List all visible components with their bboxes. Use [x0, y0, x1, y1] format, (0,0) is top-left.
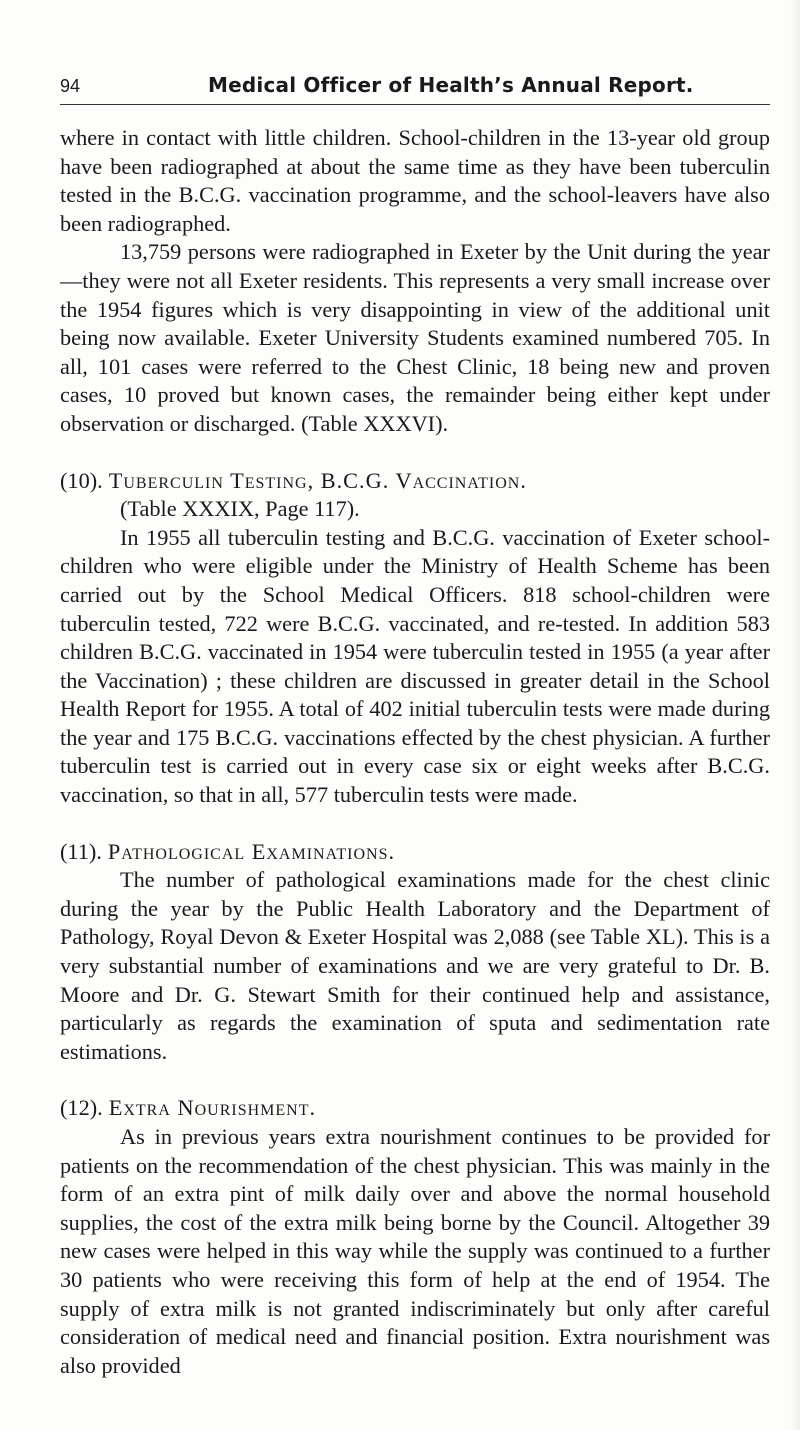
page-edge-shadow: [790, 0, 800, 1430]
section-heading-pathological-examinations: [60, 838, 770, 867]
section-title: Pathological Examinations.: [107, 838, 396, 864]
body-text: [60, 124, 770, 1380]
section-number: (11).: [60, 838, 102, 864]
section-heading-extra-nourishment: [60, 1094, 770, 1123]
section-table-reference: (Table XXXIX, Page 117).: [120, 496, 360, 522]
section-heading-tuberculin-testing: [60, 467, 770, 496]
section-number: (12).: [60, 1095, 103, 1121]
paragraph-contact-children: where in contact with little children. School-children in the 13-year old group have been radiographed at about the same time as they have been tuberculin tested in the B.C.G. vaccination programme, and the school-leavers have also been radiographed.: [60, 125, 770, 236]
section-title: Extra Nourishment.: [108, 1095, 317, 1121]
section-number: (10).: [60, 467, 103, 493]
running-title: Medical Officer of Health’s Annual Report.: [208, 73, 694, 97]
page-number: 94: [60, 76, 81, 96]
paragraph-extra-nourishment: As in previous years extra nourishment continues to be provided for patients on the recommendation of the chest physician. This was mainly in the form of an extra pint of milk daily over and above the normal household supplies, the cost of the extra milk being borne by the Council. Altogether 39 new cases were helped in this way while the supply was continued to a further 30 patients who were receiving this form of help at the end of 1954. The supply of extra milk is not granted indiscriminately but only after careful consideration of medical need and financial position. Extra nourishment was also provided: [60, 1124, 770, 1378]
paragraph-radiographed-persons: 13,759 persons were radiographed in Exeter by the Unit during the year—they were not all Exeter residents. This represents a very small increase over the 1954 figures which is very disappointing in view of the additional unit being now available. Exeter University Students examined numbered 705. In all, 101 cases were referred to the Chest Clinic, 18 being new and proven cases, 10 proved but known cases, the remainder being either kept under observation or discharged. (Table XXXVI).: [60, 239, 770, 436]
paragraph-pathological-examinations: The number of pathological examinations made for the chest clinic during the year by the Public Health Laboratory and the Department of Pathology, Royal Devon & Exeter Hospital was 2,088 (see Table XL). This is a very substantial number of examinations and we are very grateful to Dr. B. Moore and Dr. G. Stewart Smith for their continued help and assistance, particularly as regards the examination of sputa and sedimentation rate estimations.: [60, 867, 770, 1064]
page-header: [60, 73, 770, 105]
paragraph-tuberculin-testing: In 1955 all tuberculin testing and B.C.G. vaccination of Exeter school-children who were eligible under the Ministry of Health Scheme has been carried out by the School Medical Officers. 818 school-children were tuberculin tested, 722 were B.C.G. vaccinated, and re-tested. In addition 583 children B.C.G. vaccinated in 1954 were tuberculin tested in 1955 (a year after the Vaccination) ; these children are discussed in greater detail in the School Health Report for 1955. A total of 402 initial tuberculin tests were made during the year and 175 B.C.G. vaccinations effected by the chest physician. A further tuberculin test is carried out in every case six or eight weeks after B.C.G. vaccination, so that in all, 577 tuberculin tests were made.: [60, 524, 770, 808]
section-title: Tuberculin Testing, B.C.G. Vaccination.: [108, 467, 527, 493]
